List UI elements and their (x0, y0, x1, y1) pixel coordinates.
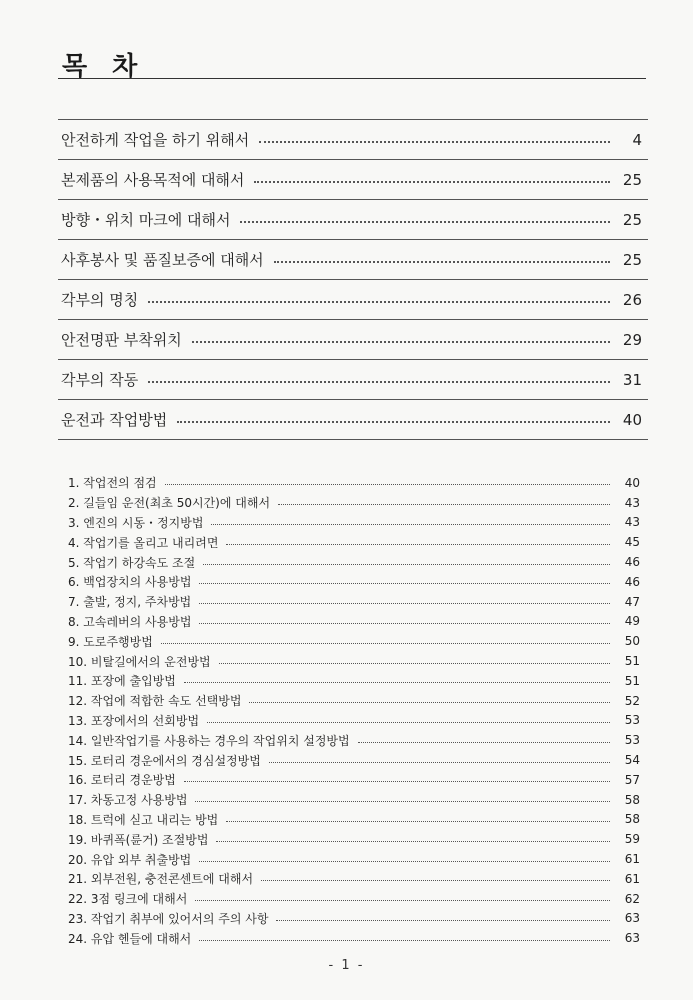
toc-entry-label: 7. 출발, 정지, 주차방법 (68, 595, 192, 610)
toc-entry-label: 10. 비탈길에서의 운전방법 (68, 654, 211, 669)
minor-toc-entry[interactable] (68, 671, 648, 691)
dot-leader (216, 841, 610, 842)
dot-leader (261, 880, 610, 881)
toc-entry-label: 방향・위치 마크에 대해서 (61, 211, 231, 229)
toc-entry-page: 54 (624, 753, 640, 768)
minor-toc-entry[interactable] (68, 612, 648, 632)
toc-entry-label: 각부의 명칭 (61, 291, 139, 309)
minor-toc-entry[interactable] (68, 928, 648, 948)
toc-entry-label: 본제품의 사용목적에 대해서 (61, 171, 245, 189)
toc-entry-label: 8. 고속레버의 사용방법 (68, 614, 192, 629)
toc-entry-page: 59 (624, 832, 640, 847)
minor-toc-entry[interactable] (68, 711, 648, 731)
dot-leader (199, 940, 610, 941)
toc-entry-label: 23. 작업기 취부에 있어서의 주의 사항 (68, 911, 269, 926)
toc-entry-page: 40 (622, 410, 642, 429)
major-toc-entry[interactable] (58, 280, 648, 320)
dot-leader (184, 682, 610, 683)
minor-toc-entry[interactable] (68, 552, 648, 572)
toc-entry-label: 12. 작업에 적합한 속도 선택방법 (68, 694, 242, 709)
toc-entry-page: 25 (622, 210, 642, 229)
dot-leader (184, 781, 610, 782)
toc-entry-page: 62 (624, 891, 640, 906)
toc-entry-page: 45 (624, 535, 640, 550)
toc-entry-label: 14. 일반작업기를 사용하는 경우의 작업위치 설정방법 (68, 733, 350, 748)
dot-leader (226, 544, 610, 545)
page-title: 목 차 (62, 52, 146, 82)
toc-entry-label: 13. 포장에서의 선회방법 (68, 713, 200, 728)
toc-entry-page: 31 (622, 370, 642, 389)
toc-entry-page: 63 (624, 911, 640, 926)
minor-toc-entry[interactable] (68, 909, 648, 929)
toc-entry-page: 47 (624, 594, 640, 609)
dot-leader (211, 524, 610, 525)
toc-entry-label: 5. 작업기 하강속도 조절 (68, 555, 196, 570)
toc-entry-label: 17. 차동고정 사용방법 (68, 793, 188, 808)
toc-entry-page: 58 (624, 792, 640, 807)
toc-entry-page: 63 (624, 931, 640, 946)
toc-entry-page: 52 (624, 693, 640, 708)
toc-entry-label: 운전과 작업방법 (61, 411, 168, 429)
toc-entry-page: 50 (624, 634, 640, 649)
dot-leader (199, 623, 610, 624)
minor-toc-entry[interactable] (68, 829, 648, 849)
toc-entry-page: 51 (624, 654, 640, 669)
toc-entry-page: 4 (632, 130, 642, 149)
dot-leader (240, 221, 610, 223)
dot-leader (148, 381, 610, 383)
dot-leader (165, 484, 610, 485)
toc-entry-page: 25 (622, 170, 642, 189)
minor-toc-entry[interactable] (68, 631, 648, 651)
dot-leader (274, 261, 610, 263)
minor-toc-entry[interactable] (68, 691, 648, 711)
toc-entry-label: 24. 유압 헨들에 대해서 (68, 931, 192, 946)
toc-entry-page: 49 (624, 614, 640, 629)
dot-leader (203, 564, 610, 565)
minor-toc-entry[interactable] (68, 592, 648, 612)
major-toc-entry[interactable] (58, 320, 648, 360)
minor-toc-entry[interactable] (68, 730, 648, 750)
minor-toc-entry[interactable] (68, 572, 648, 592)
toc-entry-label: 16. 로터리 경운방법 (68, 773, 176, 788)
major-toc-entry[interactable] (58, 400, 648, 440)
dot-leader (148, 301, 610, 303)
page-number-footer: - 1 - (328, 958, 365, 973)
minor-toc-entry[interactable] (68, 651, 648, 671)
toc-entry-label: 19. 바퀴폭(륜거) 조절방법 (68, 832, 209, 847)
dot-leader (259, 141, 610, 143)
minor-toc-entry[interactable] (68, 790, 648, 810)
toc-entry-page: 25 (622, 250, 642, 269)
dot-leader (269, 762, 610, 763)
dot-leader (278, 504, 610, 505)
toc-entry-page: 26 (622, 290, 642, 309)
toc-entry-page: 43 (624, 515, 640, 530)
toc-entry-page: 43 (624, 495, 640, 510)
major-toc-entry[interactable] (58, 160, 648, 200)
toc-entry-page: 61 (624, 871, 640, 886)
minor-toc-entry[interactable] (68, 513, 648, 533)
toc-entry-label: 9. 도로주행방법 (68, 634, 153, 649)
dot-leader (177, 421, 610, 423)
dot-leader (192, 341, 610, 343)
toc-entry-page: 57 (624, 772, 640, 787)
minor-toc-entry[interactable] (68, 473, 648, 493)
title-divider (58, 78, 646, 79)
dot-leader (195, 900, 610, 901)
toc-entry-page: 61 (624, 852, 640, 867)
minor-toc-entry[interactable] (68, 889, 648, 909)
dot-leader (254, 181, 610, 183)
toc-entry-label: 1. 작업전의 점검 (68, 476, 157, 491)
toc-entry-page: 58 (624, 812, 640, 827)
toc-entry-label: 22. 3점 링크에 대해서 (68, 892, 188, 907)
toc-entry-label: 각부의 작동 (61, 371, 139, 389)
minor-toc-entry[interactable] (68, 770, 648, 790)
minor-toc-entry[interactable] (68, 810, 648, 830)
minor-toc-entry[interactable] (68, 532, 648, 552)
major-toc-entry[interactable] (58, 200, 648, 240)
toc-entry-page: 53 (624, 733, 640, 748)
dot-leader (199, 603, 610, 604)
dot-leader (199, 861, 610, 862)
dot-leader (358, 742, 610, 743)
toc-entry-label: 안전명판 부착위치 (61, 331, 182, 349)
toc-entry-label: 안전하게 작업을 하기 위해서 (61, 131, 250, 149)
dot-leader (207, 722, 610, 723)
major-toc-list (58, 119, 648, 440)
toc-entry-label: 사후봉사 및 품질보증에 대해서 (61, 251, 264, 269)
minor-toc-entry[interactable] (68, 493, 648, 513)
minor-toc-list (68, 473, 648, 948)
toc-entry-label: 18. 트럭에 싣고 내리는 방법 (68, 812, 219, 827)
major-toc-entry[interactable] (58, 360, 648, 400)
toc-entry-page: 40 (624, 475, 640, 490)
dot-leader (249, 702, 610, 703)
dot-leader (199, 583, 610, 584)
toc-entry-label: 4. 작업기를 올리고 내리려면 (68, 535, 219, 550)
toc-entry-page: 46 (624, 555, 640, 570)
toc-entry-label: 11. 포장에 출입방법 (68, 674, 176, 689)
toc-entry-page: 53 (624, 713, 640, 728)
toc-entry-label: 3. 엔진의 시동・정지방법 (68, 515, 204, 530)
dot-leader (276, 920, 610, 921)
major-toc-entry[interactable] (58, 119, 648, 160)
toc-entry-label: 21. 외부전원, 충전콘센트에 대해서 (68, 872, 254, 887)
minor-toc-entry[interactable] (68, 849, 648, 869)
toc-entry-label: 6. 백업장치의 사용방법 (68, 575, 192, 590)
major-toc-entry[interactable] (58, 240, 648, 280)
toc-entry-label: 15. 로터리 경운에서의 경심설정방법 (68, 753, 261, 768)
dot-leader (219, 663, 610, 664)
dot-leader (195, 801, 610, 802)
toc-entry-label: 2. 길들임 운전(최초 50시간)에 대해서 (68, 496, 271, 511)
minor-toc-entry[interactable] (68, 750, 648, 770)
toc-entry-page: 46 (624, 574, 640, 589)
toc-entry-page: 51 (624, 673, 640, 688)
dot-leader (161, 643, 610, 644)
minor-toc-entry[interactable] (68, 869, 648, 889)
toc-entry-label: 20. 유압 외부 취출방법 (68, 852, 192, 867)
dot-leader (226, 821, 610, 822)
toc-entry-page: 29 (622, 330, 642, 349)
